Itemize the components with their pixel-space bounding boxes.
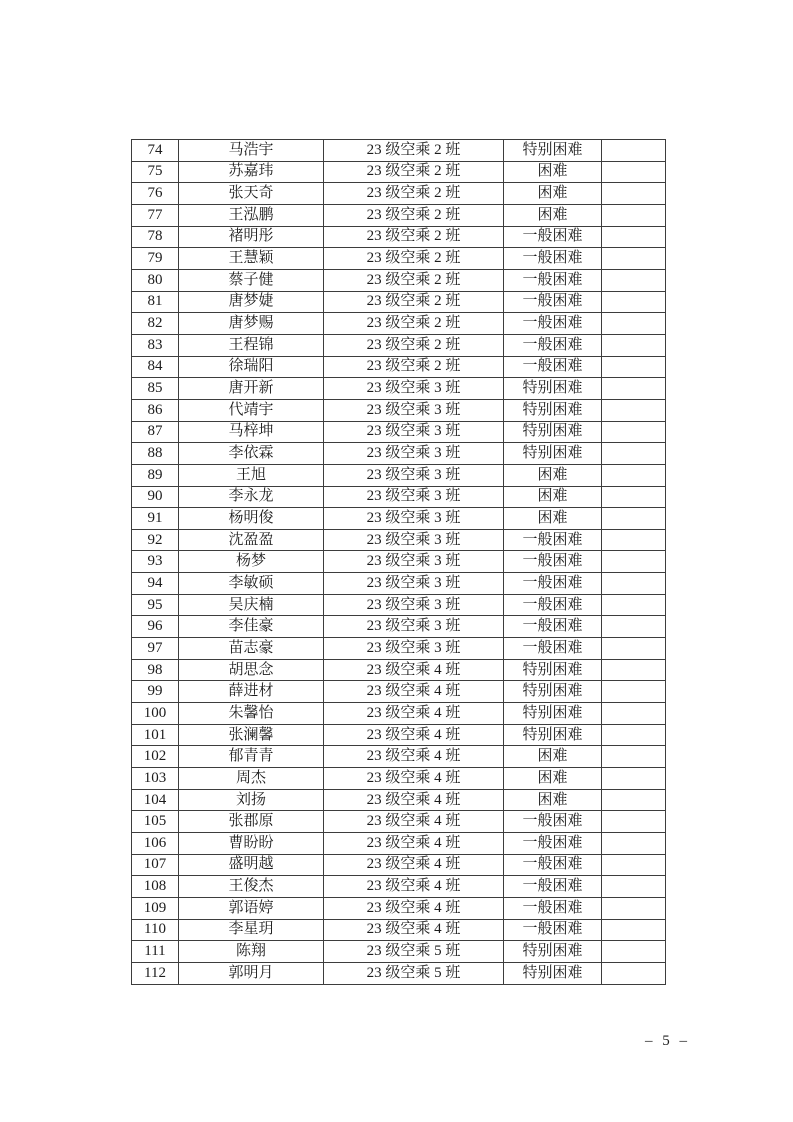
cell-note [602, 269, 666, 291]
table-row [132, 399, 666, 421]
cell-index: 100 [132, 703, 179, 725]
cell-difficulty: 特别困难 [504, 681, 602, 703]
table-row [132, 269, 666, 291]
table-row [132, 421, 666, 443]
cell-class_name: 23 级空乘 3 班 [324, 508, 504, 530]
cell-name: 蔡子健 [179, 269, 324, 291]
table-row [132, 226, 666, 248]
cell-name: 曹盼盼 [179, 833, 324, 855]
cell-difficulty: 特别困难 [504, 421, 602, 443]
cell-name: 苗志豪 [179, 638, 324, 660]
table-row [132, 443, 666, 465]
cell-index: 82 [132, 313, 179, 335]
cell-class_name: 23 级空乘 4 班 [324, 768, 504, 790]
cell-difficulty: 困难 [504, 768, 602, 790]
cell-note [602, 594, 666, 616]
cell-class_name: 23 级空乘 4 班 [324, 811, 504, 833]
cell-note [602, 399, 666, 421]
table-row [132, 313, 666, 335]
cell-note [602, 681, 666, 703]
table-row [132, 746, 666, 768]
table-row [132, 833, 666, 855]
cell-note [602, 313, 666, 335]
cell-name: 张天奇 [179, 183, 324, 205]
cell-difficulty: 一般困难 [504, 638, 602, 660]
cell-note [602, 789, 666, 811]
cell-note [602, 378, 666, 400]
cell-difficulty: 特别困难 [504, 378, 602, 400]
cell-index: 105 [132, 811, 179, 833]
cell-difficulty: 一般困难 [504, 334, 602, 356]
cell-note [602, 703, 666, 725]
cell-name: 褚明彤 [179, 226, 324, 248]
cell-name: 王旭 [179, 464, 324, 486]
cell-difficulty: 困难 [504, 161, 602, 183]
table-row [132, 334, 666, 356]
cell-index: 99 [132, 681, 179, 703]
cell-name: 胡思念 [179, 659, 324, 681]
cell-class_name: 23 级空乘 3 班 [324, 529, 504, 551]
cell-class_name: 23 级空乘 5 班 [324, 941, 504, 963]
cell-index: 76 [132, 183, 179, 205]
cell-index: 84 [132, 356, 179, 378]
table-row [132, 594, 666, 616]
page-number: – 5 – [645, 1033, 690, 1049]
cell-class_name: 23 级空乘 2 班 [324, 313, 504, 335]
cell-class_name: 23 级空乘 2 班 [324, 140, 504, 162]
cell-note [602, 941, 666, 963]
cell-name: 张澜馨 [179, 724, 324, 746]
cell-class_name: 23 级空乘 3 班 [324, 443, 504, 465]
cell-index: 95 [132, 594, 179, 616]
cell-note [602, 334, 666, 356]
cell-class_name: 23 级空乘 4 班 [324, 746, 504, 768]
cell-note [602, 529, 666, 551]
cell-name: 李敏硕 [179, 573, 324, 595]
cell-difficulty: 困难 [504, 183, 602, 205]
cell-difficulty: 困难 [504, 204, 602, 226]
cell-difficulty: 特别困难 [504, 140, 602, 162]
cell-index: 109 [132, 897, 179, 919]
cell-difficulty: 困难 [504, 486, 602, 508]
cell-class_name: 23 级空乘 3 班 [324, 378, 504, 400]
cell-name: 郭语婷 [179, 897, 324, 919]
cell-note [602, 768, 666, 790]
cell-class_name: 23 级空乘 2 班 [324, 183, 504, 205]
cell-note [602, 551, 666, 573]
table-row [132, 356, 666, 378]
cell-difficulty: 特别困难 [504, 399, 602, 421]
table-row [132, 659, 666, 681]
cell-name: 沈盈盈 [179, 529, 324, 551]
cell-name: 王程锦 [179, 334, 324, 356]
cell-difficulty: 困难 [504, 746, 602, 768]
cell-name: 张郡原 [179, 811, 324, 833]
cell-difficulty: 一般困难 [504, 551, 602, 573]
cell-difficulty: 一般困难 [504, 833, 602, 855]
cell-difficulty: 一般困难 [504, 616, 602, 638]
cell-class_name: 23 级空乘 2 班 [324, 248, 504, 270]
cell-index: 85 [132, 378, 179, 400]
table-row [132, 919, 666, 941]
table-row [132, 378, 666, 400]
table-row [132, 464, 666, 486]
table-row [132, 854, 666, 876]
cell-difficulty: 一般困难 [504, 356, 602, 378]
cell-class_name: 23 级空乘 4 班 [324, 789, 504, 811]
cell-class_name: 23 级空乘 2 班 [324, 269, 504, 291]
cell-index: 98 [132, 659, 179, 681]
cell-note [602, 616, 666, 638]
table-row [132, 638, 666, 660]
cell-note [602, 248, 666, 270]
cell-class_name: 23 级空乘 3 班 [324, 399, 504, 421]
cell-difficulty: 一般困难 [504, 226, 602, 248]
table-row [132, 811, 666, 833]
cell-class_name: 23 级空乘 2 班 [324, 161, 504, 183]
cell-name: 代靖宇 [179, 399, 324, 421]
cell-difficulty: 特别困难 [504, 724, 602, 746]
cell-note [602, 291, 666, 313]
cell-note [602, 962, 666, 984]
cell-note [602, 183, 666, 205]
cell-index: 92 [132, 529, 179, 551]
cell-index: 90 [132, 486, 179, 508]
cell-name: 陈翔 [179, 941, 324, 963]
cell-class_name: 23 级空乘 3 班 [324, 594, 504, 616]
cell-difficulty: 一般困难 [504, 811, 602, 833]
cell-difficulty: 一般困难 [504, 919, 602, 941]
cell-name: 吴庆楠 [179, 594, 324, 616]
cell-note [602, 464, 666, 486]
cell-index: 81 [132, 291, 179, 313]
cell-index: 94 [132, 573, 179, 595]
cell-name: 李依霖 [179, 443, 324, 465]
cell-difficulty: 困难 [504, 464, 602, 486]
cell-class_name: 23 级空乘 4 班 [324, 703, 504, 725]
cell-name: 杨明俊 [179, 508, 324, 530]
cell-name: 盛明越 [179, 854, 324, 876]
cell-index: 106 [132, 833, 179, 855]
table-row [132, 789, 666, 811]
cell-class_name: 23 级空乘 3 班 [324, 638, 504, 660]
cell-note [602, 854, 666, 876]
cell-index: 111 [132, 941, 179, 963]
cell-name: 苏嘉玮 [179, 161, 324, 183]
cell-name: 薛进材 [179, 681, 324, 703]
cell-note [602, 573, 666, 595]
table-row [132, 551, 666, 573]
table-row [132, 573, 666, 595]
cell-index: 80 [132, 269, 179, 291]
cell-difficulty: 一般困难 [504, 529, 602, 551]
cell-name: 唐梦赐 [179, 313, 324, 335]
cell-index: 108 [132, 876, 179, 898]
cell-index: 79 [132, 248, 179, 270]
cell-difficulty: 一般困难 [504, 854, 602, 876]
cell-name: 唐梦婕 [179, 291, 324, 313]
cell-index: 86 [132, 399, 179, 421]
cell-index: 96 [132, 616, 179, 638]
cell-note [602, 508, 666, 530]
cell-class_name: 23 级空乘 4 班 [324, 854, 504, 876]
cell-index: 110 [132, 919, 179, 941]
cell-note [602, 897, 666, 919]
cell-class_name: 23 级空乘 4 班 [324, 833, 504, 855]
cell-difficulty: 困难 [504, 508, 602, 530]
cell-name: 郁青青 [179, 746, 324, 768]
cell-index: 87 [132, 421, 179, 443]
cell-name: 马梓坤 [179, 421, 324, 443]
cell-class_name: 23 级空乘 4 班 [324, 659, 504, 681]
cell-note [602, 421, 666, 443]
cell-difficulty: 一般困难 [504, 573, 602, 595]
cell-name: 刘扬 [179, 789, 324, 811]
table-row [132, 703, 666, 725]
cell-difficulty: 特别困难 [504, 941, 602, 963]
cell-note [602, 876, 666, 898]
cell-difficulty: 一般困难 [504, 876, 602, 898]
cell-note [602, 659, 666, 681]
cell-class_name: 23 级空乘 3 班 [324, 551, 504, 573]
table-row [132, 724, 666, 746]
cell-index: 97 [132, 638, 179, 660]
cell-index: 93 [132, 551, 179, 573]
table-row [132, 183, 666, 205]
table-row [132, 876, 666, 898]
cell-note [602, 161, 666, 183]
cell-index: 78 [132, 226, 179, 248]
cell-name: 朱馨怡 [179, 703, 324, 725]
cell-index: 102 [132, 746, 179, 768]
cell-note [602, 833, 666, 855]
cell-class_name: 23 级空乘 3 班 [324, 573, 504, 595]
cell-class_name: 23 级空乘 3 班 [324, 616, 504, 638]
cell-difficulty: 一般困难 [504, 897, 602, 919]
cell-difficulty: 一般困难 [504, 248, 602, 270]
cell-index: 88 [132, 443, 179, 465]
cell-note [602, 443, 666, 465]
cell-index: 107 [132, 854, 179, 876]
cell-index: 77 [132, 204, 179, 226]
cell-name: 王泓鹏 [179, 204, 324, 226]
cell-name: 徐瑞阳 [179, 356, 324, 378]
cell-index: 83 [132, 334, 179, 356]
cell-note [602, 486, 666, 508]
table-row [132, 204, 666, 226]
table-row [132, 508, 666, 530]
cell-note [602, 204, 666, 226]
cell-class_name: 23 级空乘 4 班 [324, 876, 504, 898]
cell-name: 王慧颖 [179, 248, 324, 270]
cell-name: 周杰 [179, 768, 324, 790]
cell-index: 104 [132, 789, 179, 811]
cell-name: 王俊杰 [179, 876, 324, 898]
cell-name: 杨梦 [179, 551, 324, 573]
cell-class_name: 23 级空乘 4 班 [324, 919, 504, 941]
table-row [132, 962, 666, 984]
table-row [132, 248, 666, 270]
cell-difficulty: 困难 [504, 789, 602, 811]
cell-index: 75 [132, 161, 179, 183]
cell-class_name: 23 级空乘 3 班 [324, 421, 504, 443]
cell-difficulty: 一般困难 [504, 291, 602, 313]
cell-note [602, 638, 666, 660]
cell-index: 101 [132, 724, 179, 746]
cell-index: 91 [132, 508, 179, 530]
cell-name: 郭明月 [179, 962, 324, 984]
table-row [132, 486, 666, 508]
cell-difficulty: 一般困难 [504, 313, 602, 335]
cell-note [602, 746, 666, 768]
cell-class_name: 23 级空乘 3 班 [324, 486, 504, 508]
cell-note [602, 140, 666, 162]
table-body [132, 140, 666, 985]
cell-class_name: 23 级空乘 2 班 [324, 226, 504, 248]
cell-note [602, 356, 666, 378]
cell-difficulty: 特别困难 [504, 703, 602, 725]
table-row [132, 161, 666, 183]
table-row [132, 140, 666, 162]
table-row [132, 291, 666, 313]
table-row [132, 897, 666, 919]
cell-class_name: 23 级空乘 2 班 [324, 291, 504, 313]
cell-name: 李永龙 [179, 486, 324, 508]
student-aid-table [131, 139, 666, 985]
table-row [132, 616, 666, 638]
cell-class_name: 23 级空乘 5 班 [324, 962, 504, 984]
cell-difficulty: 一般困难 [504, 594, 602, 616]
cell-index: 103 [132, 768, 179, 790]
cell-index: 89 [132, 464, 179, 486]
cell-class_name: 23 级空乘 3 班 [324, 464, 504, 486]
cell-note [602, 811, 666, 833]
cell-class_name: 23 级空乘 2 班 [324, 334, 504, 356]
table-row [132, 529, 666, 551]
cell-name: 李佳豪 [179, 616, 324, 638]
table-row [132, 768, 666, 790]
cell-note [602, 226, 666, 248]
cell-class_name: 23 级空乘 4 班 [324, 681, 504, 703]
cell-name: 李星玥 [179, 919, 324, 941]
cell-name: 唐开新 [179, 378, 324, 400]
table-row [132, 941, 666, 963]
cell-index: 74 [132, 140, 179, 162]
cell-class_name: 23 级空乘 2 班 [324, 204, 504, 226]
cell-class_name: 23 级空乘 4 班 [324, 724, 504, 746]
cell-index: 112 [132, 962, 179, 984]
cell-note [602, 724, 666, 746]
cell-note [602, 919, 666, 941]
cell-class_name: 23 级空乘 2 班 [324, 356, 504, 378]
cell-difficulty: 特别困难 [504, 962, 602, 984]
cell-difficulty: 一般困难 [504, 269, 602, 291]
cell-class_name: 23 级空乘 4 班 [324, 897, 504, 919]
cell-difficulty: 特别困难 [504, 443, 602, 465]
table-row [132, 681, 666, 703]
cell-difficulty: 特别困难 [504, 659, 602, 681]
cell-name: 马浩宇 [179, 140, 324, 162]
